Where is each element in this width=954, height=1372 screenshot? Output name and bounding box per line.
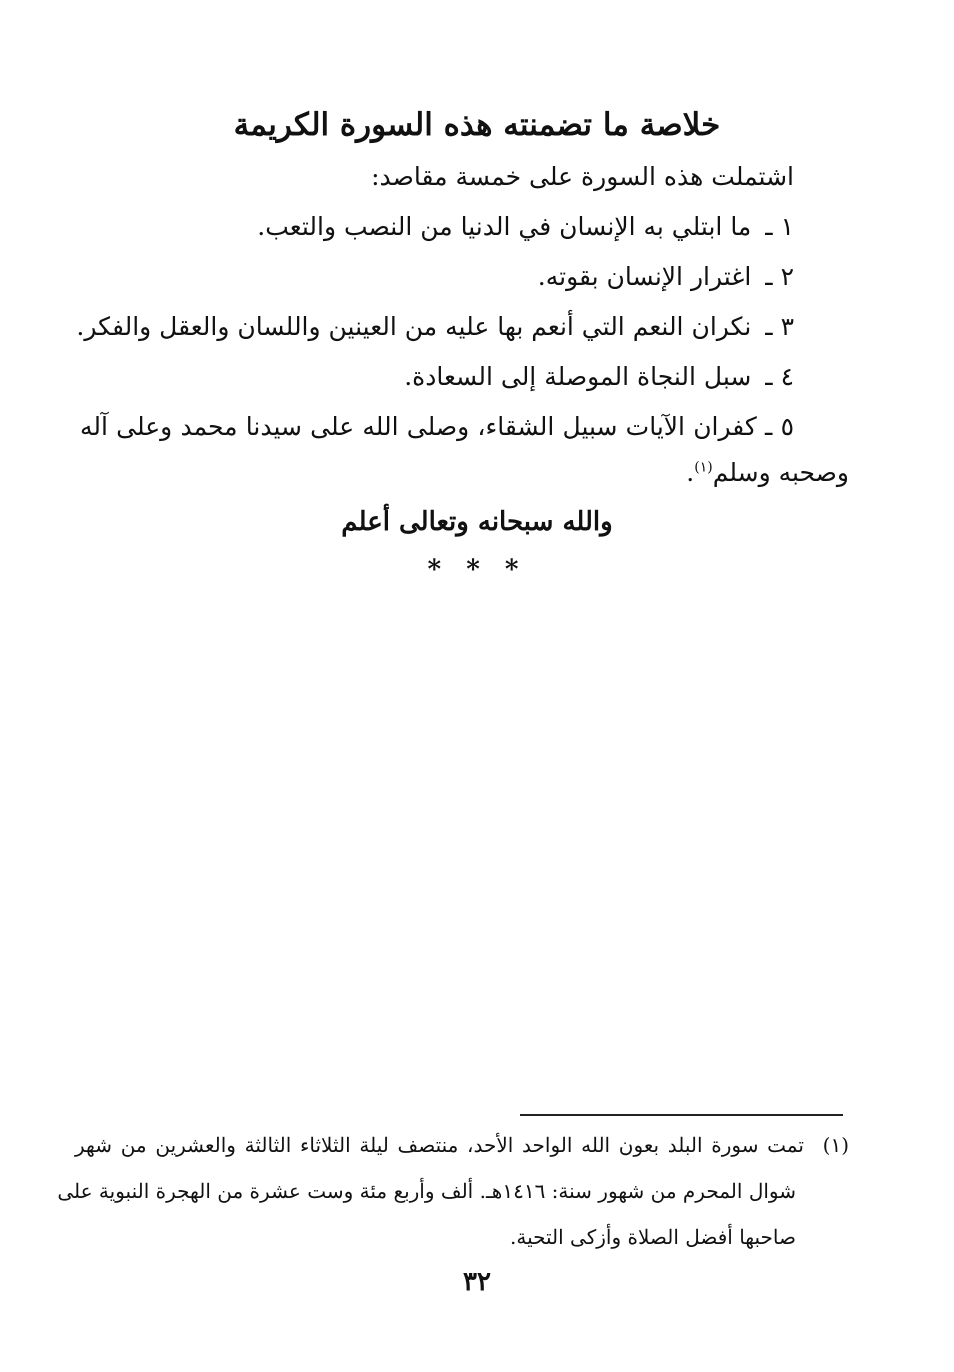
item-text: اغترار الإنسان بقوته. bbox=[537, 262, 752, 291]
footnote-number: (١) bbox=[822, 1133, 850, 1157]
item-continuation-text: وصحبه وسلم bbox=[712, 458, 849, 487]
list-item-4 bbox=[100, 352, 794, 402]
footnote-text: تمت سورة البلد بعون الله الواحد الأحد، منتصف ليلة الثلاثاء الثالثة والعشرين من شهر bbox=[75, 1133, 804, 1157]
list-item-3 bbox=[76, 302, 794, 352]
page-title: خلاصة ما تضمنته هذه السورة الكريمة bbox=[233, 107, 721, 143]
section-separator: * * * bbox=[427, 555, 527, 585]
footnote-line-2: شوال المحرم من شهور سنة: ١٤١٦هـ. ألف وأربع مئة وست عشرة من الهجرة النبوية على bbox=[57, 1179, 796, 1203]
item-text: كفران الآيات سبيل الشقاء، وصلى الله على سيدنا محمد وعلى آله bbox=[80, 412, 757, 441]
footnote-reference[interactable]: (١) bbox=[694, 459, 713, 476]
list-item-1 bbox=[100, 202, 794, 252]
item-end-punctuation: . bbox=[686, 458, 695, 487]
item-number: ٤ ـ bbox=[765, 362, 794, 391]
item-text: نكران النعم التي أنعم بها عليه من العينين واللسان والعقل والفكر. bbox=[76, 312, 752, 341]
item-number: ١ ـ bbox=[765, 212, 794, 241]
list-item-5-continuation bbox=[686, 448, 849, 498]
main-text bbox=[76, 152, 794, 402]
list-item-2 bbox=[100, 252, 794, 302]
item-number: ٢ ـ bbox=[765, 262, 794, 291]
footnote bbox=[57, 1122, 850, 1260]
item-text: ما ابتلي به الإنسان في الدنيا من النصب والتعب. bbox=[257, 212, 752, 241]
page-number: ٣٢ bbox=[463, 1267, 491, 1297]
item-number: ٣ ـ bbox=[765, 312, 794, 341]
footnote-line-3: صاحبها أفضل الصلاة وأزكى التحية. bbox=[509, 1225, 796, 1249]
list-item-5 bbox=[80, 402, 794, 452]
intro-paragraph: اشتملت هذه السورة على خمسة مقاصد: bbox=[371, 162, 794, 191]
footnote-line-1 bbox=[75, 1122, 849, 1168]
item-text: سبل النجاة الموصلة إلى السعادة. bbox=[404, 362, 752, 391]
closing-phrase: والله سبحانه وتعالى أعلم bbox=[341, 507, 613, 537]
footnote-divider bbox=[520, 1114, 843, 1116]
item-number: ٥ ـ bbox=[765, 412, 794, 441]
